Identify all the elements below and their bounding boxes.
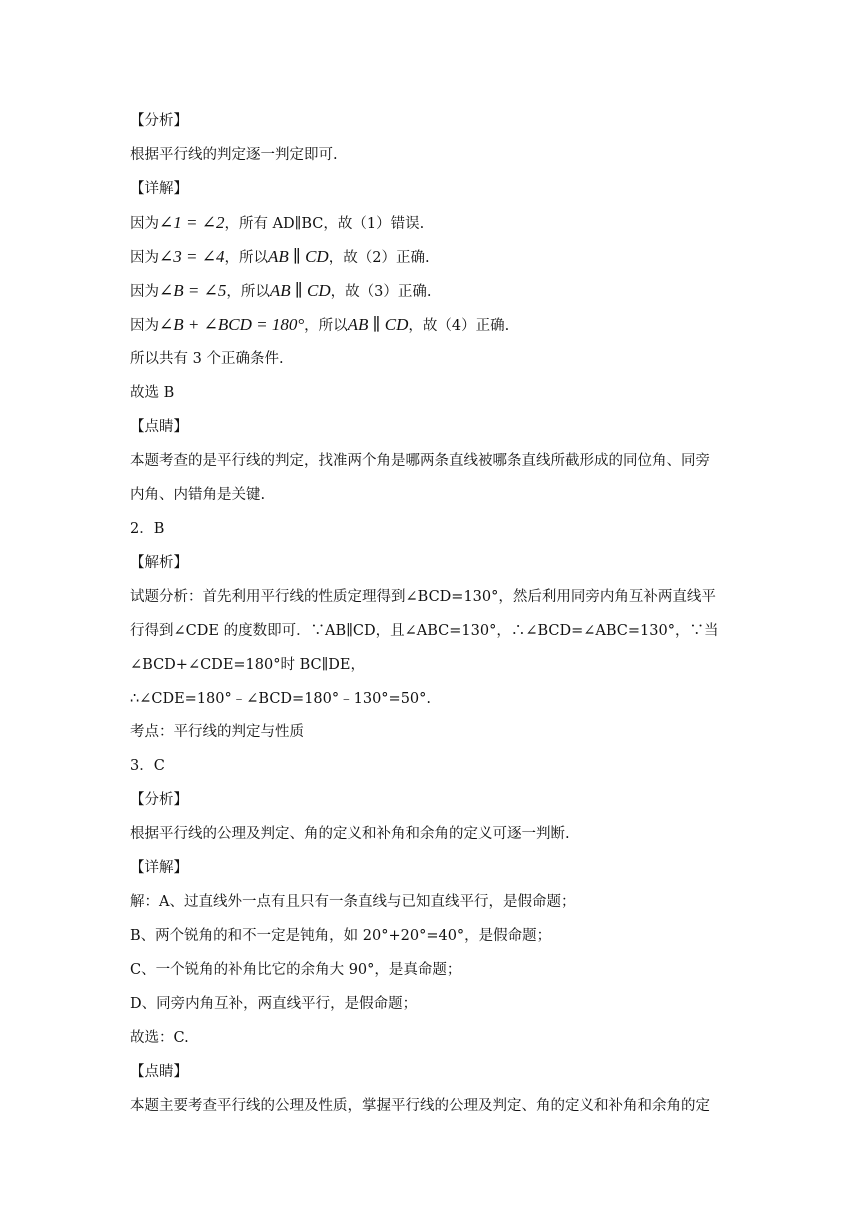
- text-run: ，所以: [224, 250, 268, 266]
- question-number: 3．C: [130, 758, 165, 774]
- math-expression: AB ∥ CD: [267, 247, 329, 266]
- math-expression: AB ∥ CD: [347, 315, 409, 334]
- math-expression: AB ∥ CD: [269, 281, 331, 300]
- paragraph-line: ∠BCD+∠CDE=180°时 BC∥DE，: [130, 657, 366, 673]
- paragraph-line: 根据平行线的公理及判定、角的定义和补角和余角的定义可逐一判断.: [130, 826, 570, 842]
- text-run: ，故（4）正确.: [408, 318, 510, 334]
- paragraph-line: 本题考查的是平行线的判定，找准两个角是哪两条直线被哪条直线所截形成的同位角、同旁: [130, 453, 710, 469]
- math-expression: ∠1 = ∠2: [159, 213, 225, 232]
- text-run: 因为: [130, 284, 159, 300]
- paragraph-line: C、一个锐角的补角比它的余角大 90°，是真命题；: [130, 962, 462, 978]
- section-heading-comment: 【点睛】: [130, 419, 188, 435]
- paragraph-line: D、同旁内角互补，两直线平行，是假命题；: [130, 996, 418, 1012]
- section-heading-analysis: 【分析】: [130, 113, 188, 129]
- math-expression: ∠B = ∠5: [159, 281, 227, 300]
- section-heading-detail: 【详解】: [130, 181, 188, 197]
- paragraph-line: 试题分析：首先利用平行线的性质定理得到∠BCD=130°，然后利用同旁内角互补两直线平: [130, 589, 716, 605]
- question-number: 2．B: [130, 521, 165, 537]
- section-heading-solution: 【解析】: [130, 555, 188, 571]
- text-run: ，所有 AD∥BC，故（1）错误.: [224, 216, 425, 232]
- text-run: ，故（2）正确.: [328, 250, 430, 266]
- paragraph-line: 内角、内错角是关键.: [130, 487, 266, 503]
- paragraph-line: [130, 247, 430, 268]
- text-run: 因为: [130, 318, 159, 334]
- text-run: ，所以: [226, 284, 270, 300]
- paragraph-line: [130, 213, 424, 234]
- section-heading-detail: 【详解】: [130, 860, 188, 876]
- paragraph-line: 故选 B: [130, 385, 175, 401]
- math-expression: ∠3 = ∠4: [159, 247, 225, 266]
- paragraph-line: [130, 281, 431, 302]
- paragraph-line: [130, 315, 509, 336]
- section-heading-comment: 【点睛】: [130, 1064, 188, 1080]
- paragraph-line: 解：A、过直线外一点有且只有一条直线与已知直线平行，是假命题；: [130, 894, 576, 910]
- paragraph-line: 考点：平行线的判定与性质: [130, 724, 304, 740]
- paragraph-line: 根据平行线的判定逐一判定即可.: [130, 147, 338, 163]
- text-run: ，所以: [304, 318, 348, 334]
- paragraph-line: ∴∠CDE=180°﹣∠BCD=180°﹣130°=50°.: [130, 691, 432, 707]
- paragraph-line: 故选：C.: [130, 1030, 189, 1046]
- math-expression: ∠B + ∠BCD = 180°: [159, 315, 305, 334]
- text-run: 因为: [130, 250, 159, 266]
- paragraph-line: 行得到∠CDE 的度数即可．∵AB∥CD，且∠ABC=130°，∴∠BCD=∠ABC=130°，∵当: [130, 623, 719, 639]
- text-run: ，故（3）正确.: [330, 284, 432, 300]
- paragraph-line: 所以共有 3 个正确条件.: [130, 351, 284, 367]
- section-heading-analysis: 【分析】: [130, 792, 188, 808]
- text-run: 因为: [130, 216, 159, 232]
- paragraph-line: 本题主要考查平行线的公理及性质，掌握平行线的公理及判定、角的定义和补角和余角的定: [130, 1098, 710, 1114]
- paragraph-line: B、两个锐角的和不一定是钝角，如 20°+20°=40°，是假命题；: [130, 928, 552, 944]
